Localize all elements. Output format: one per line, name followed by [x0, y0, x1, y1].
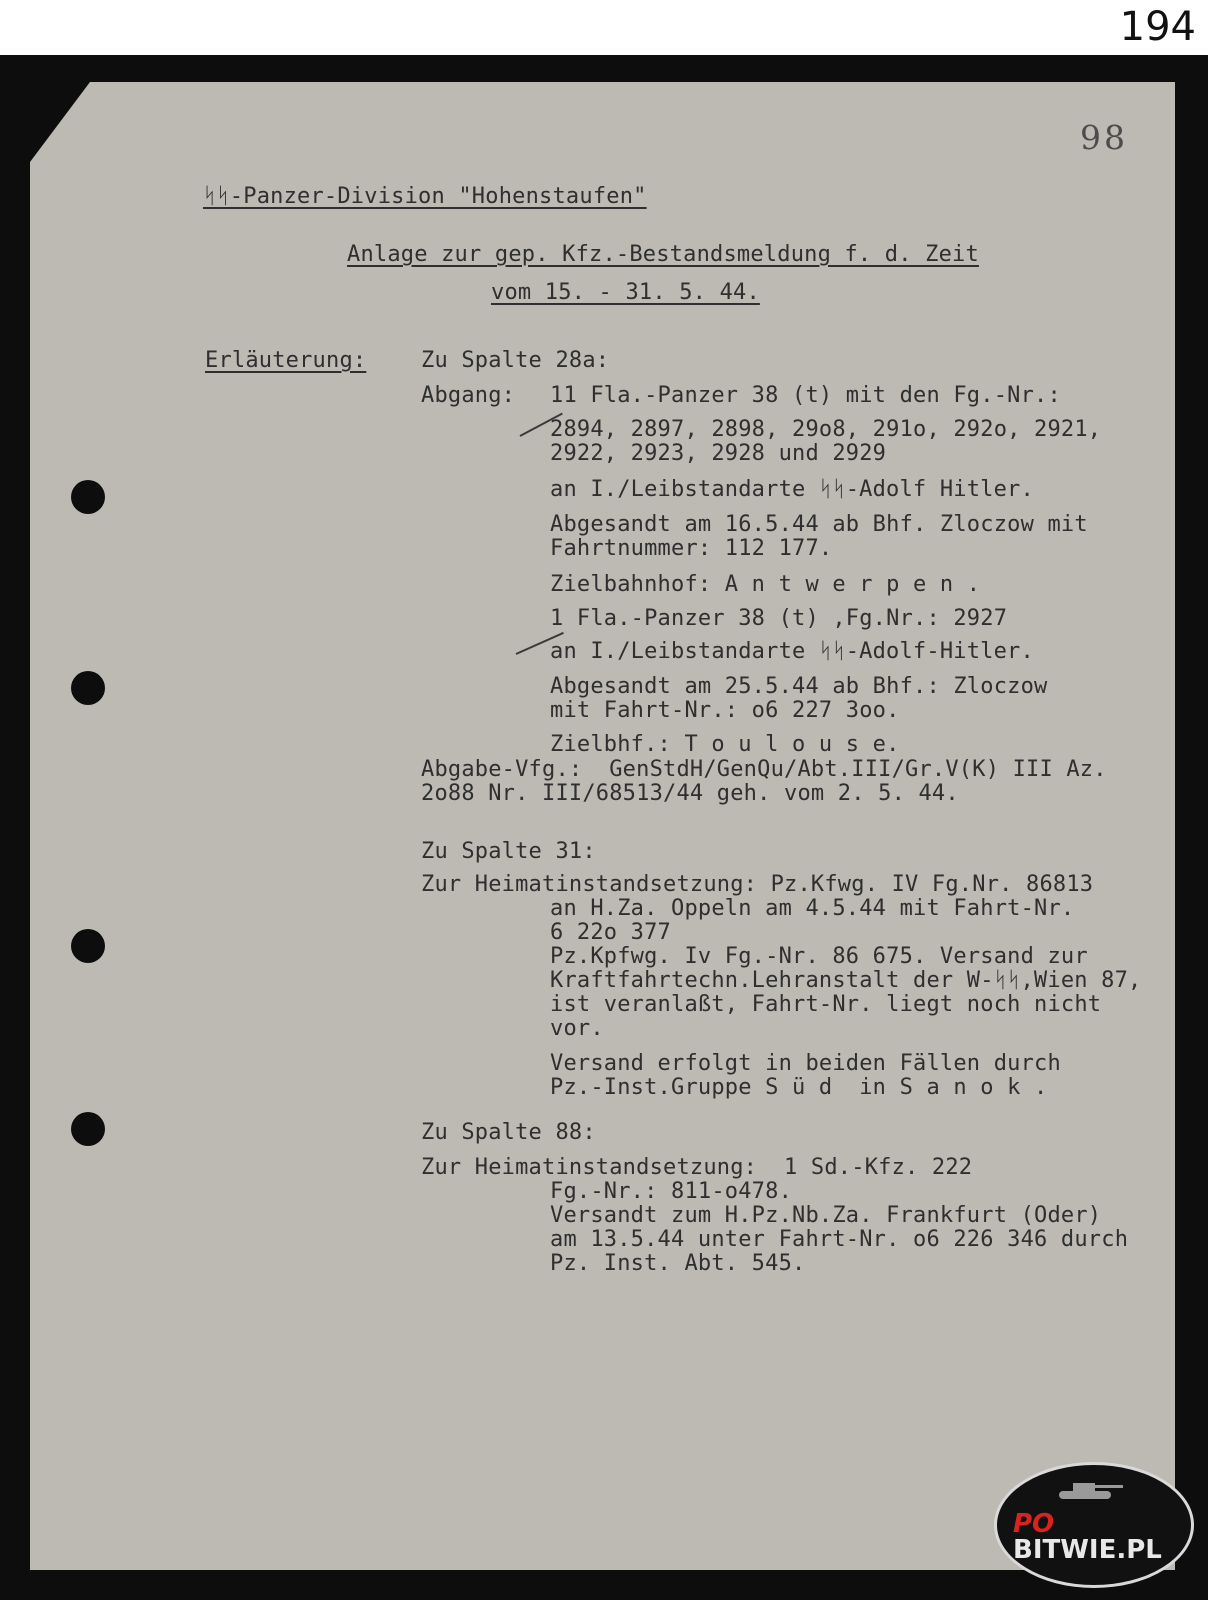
- section-88-line: Fg.-Nr.: 811-o478.: [550, 1179, 793, 1204]
- first-unit: 11 Fla.-Panzer 38 (t) mit den Fg.-Nr.:: [550, 383, 1061, 408]
- punch-hole: [71, 1112, 105, 1146]
- sent-1a: Abgesandt am 16.5.44 ab Bhf. Zloczow mit: [550, 512, 1088, 537]
- order-line-1: Abgabe-Vfg.: GenStdH/GenQu/Abt.III/Gr.V(K) III Az.: [421, 757, 1107, 782]
- section-88-line: Pz. Inst. Abt. 545.: [550, 1251, 806, 1276]
- section-31-line: 6 22o 377: [550, 920, 672, 945]
- section-31-line: Pz.Kpfwg. Iv Fg.-Nr. 86 675. Versand zur: [550, 944, 1088, 969]
- recipient-2: an I./Leibstandarte ᛋᛋ-Adolf-Hitler.: [550, 639, 1034, 664]
- vehicle-numbers-2: 2922, 2923, 2928 und 2929: [550, 441, 887, 466]
- punch-hole: [71, 671, 105, 705]
- top-strip: [0, 0, 1208, 55]
- section-31-line: an H.Za. Oppeln am 4.5.44 mit Fahrt-Nr.: [550, 896, 1075, 921]
- section-31-line: ist veranlaßt, Fahrt-Nr. liegt noch nicht: [550, 992, 1102, 1017]
- sent-1b: Fahrtnummer: 112 177.: [550, 536, 833, 561]
- logo-bitwie-text: BITWIE.PL: [1013, 1535, 1162, 1565]
- tank-icon: [1055, 1477, 1125, 1501]
- section-31-line: Zur Heimatinstandsetzung: Pz.Kfwg. IV Fg.Nr. 86813: [421, 872, 1094, 897]
- section-31-line: Kraftfahrtechn.Lehranstalt der W-ᛋᛋ,Wien 87,: [550, 968, 1142, 993]
- document-sheet: [30, 82, 1175, 1570]
- section-31-line: Versand erfolgt in beiden Fällen durch: [550, 1051, 1061, 1076]
- pobitwie-logo: [994, 1462, 1194, 1588]
- second-unit: 1 Fla.-Panzer 38 (t) ,Fg.Nr.: 2927: [550, 606, 1008, 631]
- logo-po-text: PO: [1013, 1509, 1055, 1539]
- sheet-number: 98: [1080, 118, 1128, 157]
- section-88-heading: Zu Spalte 88:: [421, 1120, 596, 1145]
- section-31-line: Pz.-Inst.Gruppe S ü d in S a n o k .: [550, 1075, 1048, 1100]
- section-31-line: vor.: [550, 1016, 604, 1041]
- punch-hole: [71, 480, 105, 514]
- division-heading: ᛋᛋ-Panzer-Division "Hohenstaufen": [203, 184, 647, 209]
- document-period: vom 15. - 31. 5. 44.: [491, 280, 760, 305]
- section-31-heading: Zu Spalte 31:: [421, 839, 596, 864]
- section-88-line: am 13.5.44 unter Fahrt-Nr. o6 226 346 durch: [550, 1227, 1129, 1252]
- destination-1: Zielbahnhof: A n t w e r p e n .: [550, 572, 981, 597]
- explanation-label: Erläuterung:: [205, 348, 367, 373]
- recipient-1: an I./Leibstandarte ᛋᛋ-Adolf Hitler.: [550, 477, 1034, 502]
- document-title: Anlage zur gep. Kfz.-Bestandsmeldung f. d. Zeit: [347, 242, 979, 267]
- destination-2: Zielbhf.: T o u l o u s e.: [550, 732, 900, 757]
- abgang-label: Abgang:: [421, 383, 516, 408]
- vehicle-numbers-1: 2894, 2897, 2898, 29o8, 291o, 292o, 2921,: [550, 417, 1102, 442]
- sent-2b: mit Fahrt-Nr.: o6 227 3oo.: [550, 698, 900, 723]
- page-number: 194: [1119, 4, 1196, 50]
- sent-2a: Abgesandt am 25.5.44 ab Bhf.: Zloczow: [550, 674, 1048, 699]
- order-line-2: 2o88 Nr. III/68513/44 geh. vom 2. 5. 44.: [421, 781, 959, 806]
- section-88-line: Versandt zum H.Pz.Nb.Za. Frankfurt (Oder): [550, 1203, 1102, 1228]
- punch-hole: [71, 929, 105, 963]
- section-28a-heading: Zu Spalte 28a:: [421, 348, 610, 373]
- section-88-line: Zur Heimatinstandsetzung: 1 Sd.-Kfz. 222: [421, 1155, 973, 1180]
